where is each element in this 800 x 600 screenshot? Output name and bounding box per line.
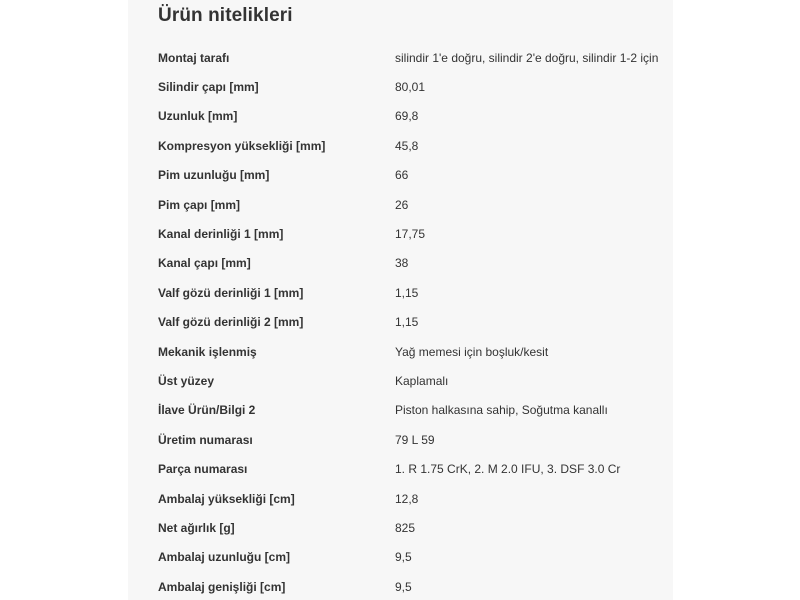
attributes-table (128, 43, 673, 600)
attribute-label: Ambalaj uzunluğu [cm] (158, 550, 290, 565)
attribute-row (128, 484, 673, 513)
attribute-label: Pim uzunluğu [mm] (158, 168, 270, 183)
attribute-value: 9,5 (395, 579, 412, 594)
attribute-row (128, 278, 673, 307)
attribute-row (128, 161, 673, 190)
attribute-row (128, 72, 673, 101)
attribute-label: Ambalaj genişliği [cm] (158, 579, 286, 594)
attribute-label: Üst yüzey (158, 373, 215, 388)
attribute-row (128, 102, 673, 131)
attribute-value: 66 (395, 168, 409, 183)
product-attributes-panel (128, 0, 673, 600)
section-title: Ürün nitelikleri (158, 5, 293, 26)
attribute-value: Kaplamalı (395, 373, 449, 388)
attribute-row (128, 337, 673, 366)
attribute-label: Parça numarası (158, 462, 248, 477)
attribute-value: 80,01 (395, 80, 426, 95)
attribute-value: 26 (395, 197, 409, 212)
attribute-label: Net ağırlık [g] (158, 520, 235, 535)
attribute-value: 9,5 (395, 550, 412, 565)
attribute-label: Valf gözü derinliği 2 [mm] (158, 315, 304, 330)
attribute-value: 45,8 (395, 138, 419, 153)
attribute-row (128, 308, 673, 337)
attribute-value: 825 (395, 520, 416, 535)
attribute-row (128, 249, 673, 278)
attribute-label: Kompresyon yüksekliği [mm] (158, 138, 326, 153)
attribute-value: 1,15 (395, 285, 419, 300)
attribute-row (128, 572, 673, 600)
attribute-value: Yağ memesi için boşluk/kesit (395, 344, 549, 359)
attribute-row (128, 454, 673, 483)
attribute-row (128, 513, 673, 542)
attribute-label: Üretim numarası (158, 432, 253, 447)
attribute-value: 1,15 (395, 315, 419, 330)
attribute-row (128, 43, 673, 72)
attribute-label: Ambalaj yüksekliği [cm] (158, 491, 295, 506)
attribute-row (128, 131, 673, 160)
attribute-label: Uzunluk [mm] (158, 109, 238, 124)
attribute-row (128, 543, 673, 572)
attribute-value: 1. R 1.75 CrK, 2. M 2.0 IFU, 3. DSF 3.0 Cr (395, 462, 621, 477)
attribute-value: 79 L 59 (395, 432, 435, 447)
attribute-row (128, 425, 673, 454)
attribute-label: Mekanik işlenmiş (158, 344, 257, 359)
attribute-value: 38 (395, 256, 409, 271)
attribute-value: 17,75 (395, 227, 426, 242)
attribute-label: Valf gözü derinliği 1 [mm] (158, 285, 304, 300)
attribute-label: Silindir çapı [mm] (158, 80, 259, 95)
attribute-row (128, 366, 673, 395)
attribute-row (128, 396, 673, 425)
attribute-value: 12,8 (395, 491, 419, 506)
attribute-value: 69,8 (395, 109, 419, 124)
attribute-value: silindir 1'e doğru, silindir 2'e doğru, silindir 1-2 için (395, 50, 659, 65)
attribute-label: Kanal çapı [mm] (158, 256, 251, 271)
attribute-label: Montaj tarafı (158, 50, 230, 65)
attribute-row (128, 190, 673, 219)
attribute-label: Kanal derinliği 1 [mm] (158, 227, 284, 242)
attribute-value: Piston halkasına sahip, Soğutma kanallı (395, 403, 608, 418)
attribute-label: İlave Ürün/Bilgi 2 (158, 403, 256, 418)
attribute-row (128, 219, 673, 248)
attribute-label: Pim çapı [mm] (158, 197, 241, 212)
